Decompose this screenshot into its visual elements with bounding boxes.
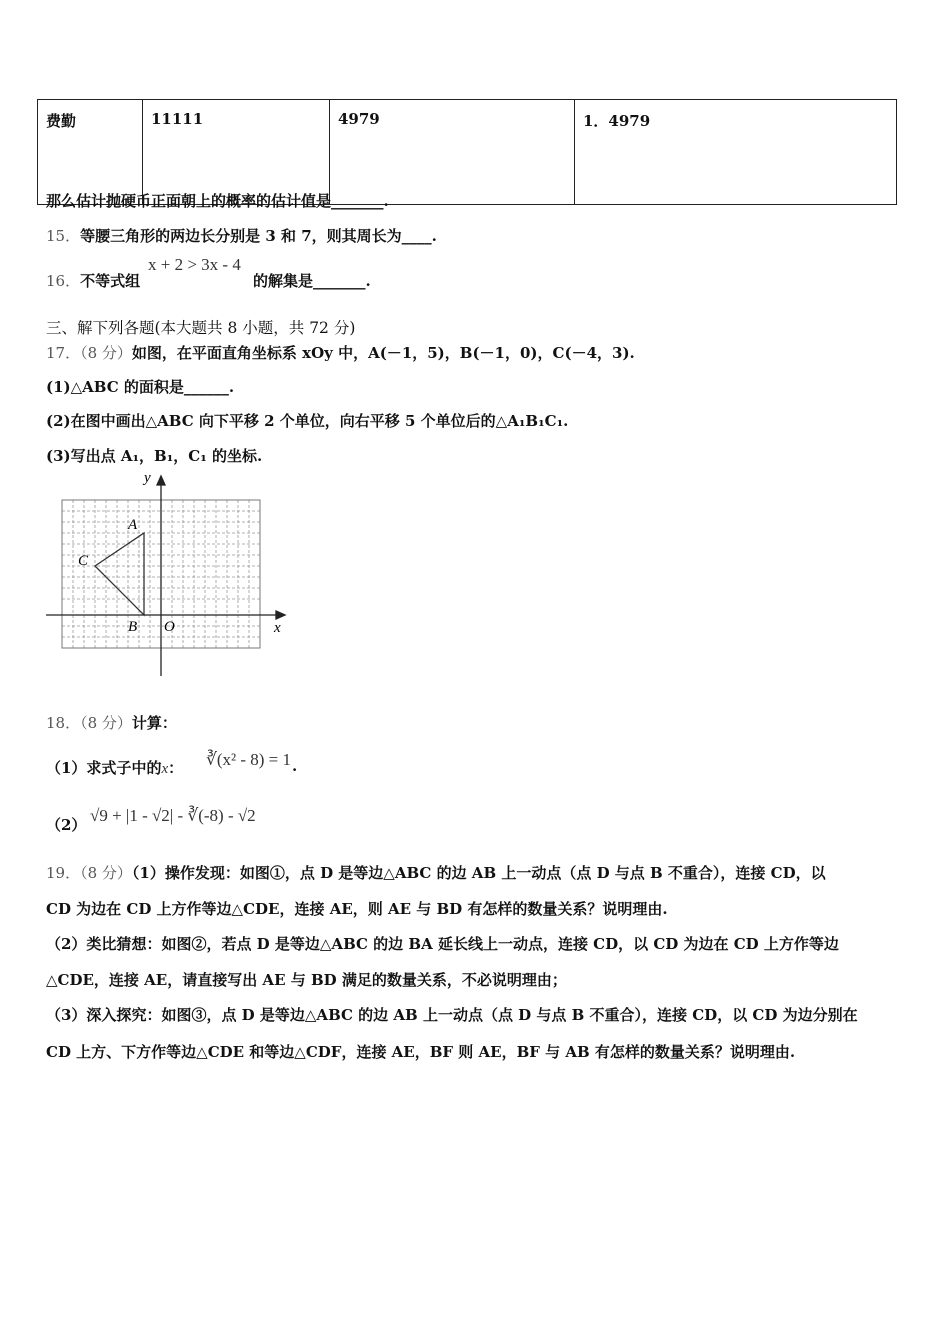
y-axis-label: y	[144, 470, 151, 486]
question-number: 18．	[46, 714, 81, 732]
table-row	[38, 100, 897, 205]
q19-line: （3）深入探究：如图③，点 D 是等边△ABC 的边 AB 上一动点（点 D 与点 B 不重合），连接 CD，以 CD 为边分别在	[46, 1006, 858, 1024]
question-17	[46, 342, 635, 363]
origin-label: O	[164, 619, 175, 635]
q19-line: CD 为边在 CD 上方作等边△CDE，连接 AE，则 AE 与 BD 有怎样的数量关系？说明理由.	[46, 900, 668, 918]
q18-part-1	[46, 757, 183, 778]
question-score: （8 分）	[80, 714, 132, 732]
question-number: 17．	[46, 344, 81, 362]
q19-line: （2）类比猜想：如图②，若点 D 是等边△ABC 的边 BA 延长线上一动点，连接 CD，以 CD 为边在 CD 上方作等边	[46, 935, 839, 953]
table-cell: 1．4979	[575, 100, 897, 205]
q17-part-2: (2)在图中画出△ABC 向下平移 2 个单位，向右平移 5 个单位后的△A₁B₁C₁.	[46, 412, 569, 430]
question-16	[46, 270, 140, 291]
question-text: 不等式组	[80, 272, 141, 290]
x-axis-arrow	[276, 611, 285, 619]
q14-conclusion: 那么估计抛硬币正面朝上的概率的估计值是_______.	[46, 192, 389, 210]
x-axis-label: x	[274, 620, 281, 636]
table-cell: 费勤	[38, 100, 143, 205]
variable: x	[161, 761, 169, 777]
question-text: 计算：	[131, 714, 177, 732]
inequality-system: x + 2 > 3x - 4	[148, 255, 241, 274]
question-text: （1）操作发现：如图①，点 D 是等边△ABC 的边 AB 上一动点（点 D 与点 B 不重合），连接 CD，以	[131, 864, 826, 882]
point-c-label: C	[78, 553, 89, 569]
question-number: 19．	[46, 864, 81, 882]
q17-part-1: (1)△ABC 的面积是______.	[46, 378, 235, 396]
q18-part-2-label: （2）	[46, 816, 87, 834]
question-score: （8 分）	[80, 344, 132, 362]
point-a-label: A	[128, 517, 138, 533]
q19-line: CD 上方、下方作等边△CDE 和等边△CDF，连接 AE，BF 则 AE，BF 与 AB 有怎样的数量关系？说明理由.	[46, 1043, 796, 1061]
q17-part-3: (3)写出点 A₁，B₁，C₁ 的坐标.	[46, 447, 263, 465]
y-axis-arrow	[157, 476, 165, 485]
question-text: 的解集是_______.	[253, 272, 371, 290]
radical-expression: √9 + |1 - √2| - ∛(-8) - √2	[90, 806, 256, 825]
question-18	[46, 712, 177, 733]
question-19	[46, 862, 826, 883]
question-text: （1）求式子中的	[46, 759, 162, 777]
question-score: （8 分）	[80, 864, 132, 882]
point-b-label: B	[128, 619, 138, 635]
question-text: 如图，在平面直角坐标系 xOy 中，A(－1，5)，B(－1，0)，C(－4，3).	[131, 344, 635, 362]
triangle-abc	[95, 533, 144, 615]
question-15	[46, 225, 437, 246]
table-cell: 11111	[143, 100, 330, 205]
question-number: 15．	[46, 227, 81, 245]
section-heading: 三、解下列各题(本大题共 8 小题，共 72 分)	[46, 319, 356, 337]
period: .	[292, 757, 298, 775]
question-text: ：	[168, 759, 184, 777]
cube-root-equation: ∛(x² - 8) = 1	[206, 750, 291, 769]
coordinate-figure	[40, 468, 300, 680]
q19-line: △CDE，连接 AE，请直接写出 AE 与 BD 满足的数量关系，不必说明理由；	[46, 971, 567, 989]
question-number: 16．	[46, 272, 81, 290]
question-text: 等腰三角形的两边长分别是 3 和 7，则其周长为____.	[80, 227, 437, 245]
table-cell: 4979	[330, 100, 575, 205]
